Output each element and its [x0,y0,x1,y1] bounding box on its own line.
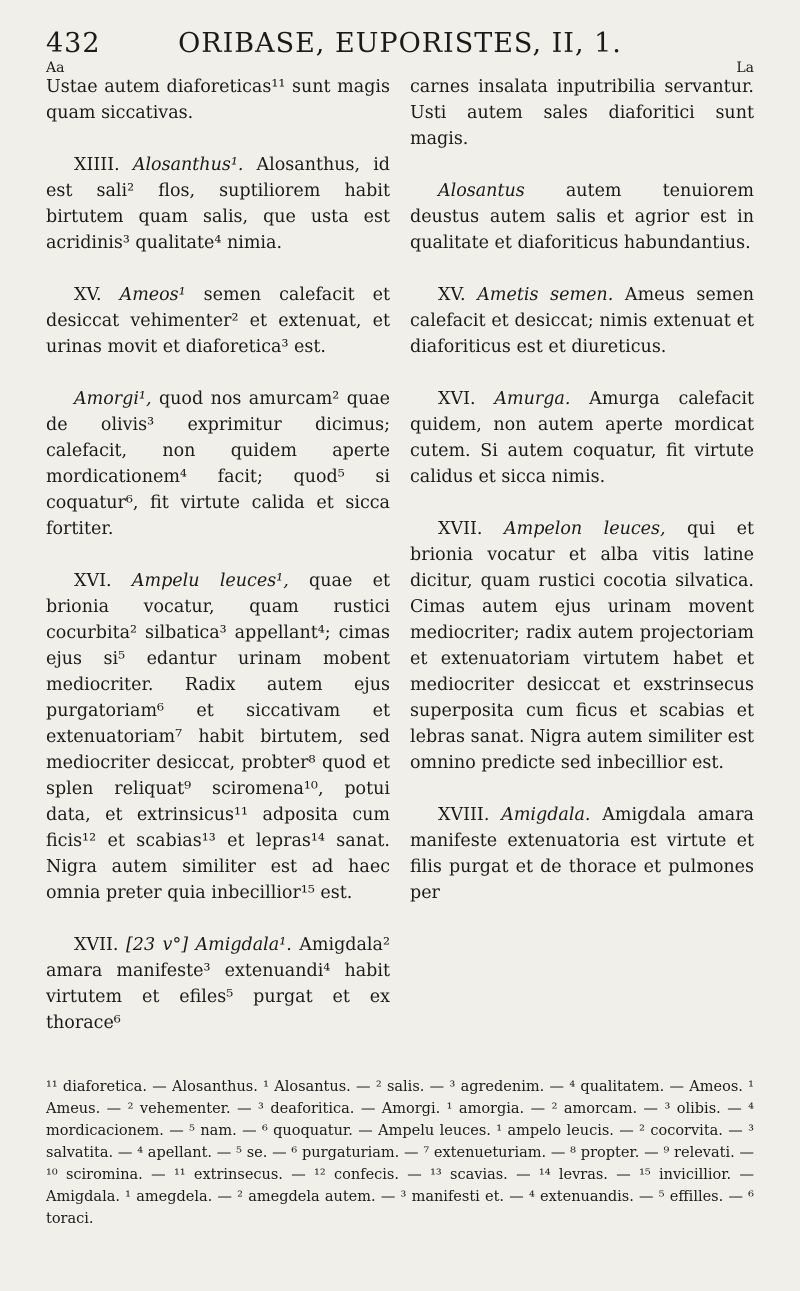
section-number: XVIII. [438,805,490,825]
siglum-right: La [736,60,754,76]
section-number: XIIII. [74,155,120,175]
section-paragraph [46,932,390,1036]
entry-text: Amigdala amara manifeste extenuatoria est virtute et filis purgat et de thorace et pulmones per [410,805,754,903]
running-header [46,28,754,62]
entry-text: qui et brionia vocatur et alba vitis latine dicitur, quam rustici cocotia silvatica. Cimas autem ejus urinam movent mediocriter; radix autem projectoriam et extenuatoriam virtutem habet et mediocriter desiccat et exstrinsecus superposita cum ficus et scabias et lebras sanat. Nigra autem similiter est omnino predicte sed inbecillior est. [410,519,754,773]
entry-text: quae et brionia vocatur, quam rustici cocurbita² silbatica³ appellant⁴; cimas ejus si⁵ edantur urinam mobent mediocriter. Radix autem ejus purgatoriam⁶ et siccativam et extenuatoriam⁷ habit birtutem, sed mediocriter desiccat, probter⁸ quod et splen reliquat⁹ sciromena¹⁰, potui data, et extrinsicus¹¹ adposita cum ficis¹² et scabias¹³ et lepras¹⁴ sanat. Nigra autem similiter est ad haec omnia preter quia inbecillior¹⁵ est. [46,571,390,903]
section-paragraph [46,152,390,256]
entry-heading: Amurga. [494,389,571,409]
entry-heading: Amorgi¹, [74,389,152,409]
section-number: XVI. [74,571,112,591]
section-paragraph [46,386,390,542]
section-paragraph [410,282,754,360]
running-title: ORIBASE, EUPORISTES, II, 1. [178,28,622,59]
text-paragraph [46,74,390,126]
section-number: XV. [74,285,102,305]
entry-text: autem tenuiorem deustus autem salis et agrior est in qualitate et diaforiticus habundantius. [410,181,754,253]
entry-text: Alosanthus, id est sali² flos, suptiliorem habit birtutem quam salis, que usta est acridinis³ qualitate⁴ nimia. [46,155,390,253]
section-paragraph [410,386,754,490]
footnote-text: ¹¹ diaforetica. — Alosanthus. ¹ Alosantus. — ² salis. — ³ agredenim. — ⁴ qualitatem. — Ameos. ¹ Ameus. — ² vehementer. — ³ deaforitica. — Amorgi. ¹ amorgia. — ² amorcam. — ³ olibis. — ⁴ mordicacionem. — ⁵ nam. — ⁶ quoquatur. — Ampelu leuces. ¹ ampelo leucis. — ² cocorvita. — ³ salvatita. — ⁴ apellant. — ⁵ se. — ⁶ purgaturiam. — ⁷ extenueturiam. — ⁸ propter. — ⁹ relevati. — ¹⁰ sciromina. — ¹¹ extrinsecus. — ¹² confecis. — ¹³ scavias. — ¹⁴ levras. — ¹⁵ invicillior. — Amigdala. ¹ amegdela. — ² amegdela autem. — ³ manifesti et. — ⁴ extenuandis. — ⁵ effilles. — ⁶ toraci. [46,1079,754,1227]
section-paragraph [410,802,754,906]
section-number: XVII. [438,519,483,539]
entry-heading: Ameos¹ [119,285,186,305]
entry-heading: Ametis semen. [477,285,614,305]
entry-heading: [23 v°] Amigdala¹. [125,935,292,955]
section-paragraph [46,568,390,906]
entry-text: Amurga calefacit quidem, non autem aperte mordicat cutem. Si autem coquatur, fit virtute calidus et sicca nimis. [410,389,754,487]
entry-text: semen calefacit et desiccat vehimenter² et extenuat, et urinas movit et diaforetica³ est. [46,285,390,357]
section-paragraph [410,516,754,776]
text-paragraph [410,74,754,152]
entry-heading: Ampelon leuces, [503,519,666,539]
entry-text: Ameus semen calefacit et desiccat; nimis extenuat et diaforiticus est et diureticus. [410,285,754,357]
left-column [46,74,390,1062]
siglum-left: Aa [46,60,65,76]
section-paragraph [410,178,754,256]
right-column [410,74,754,932]
entry-text: Amigdala² amara manifeste³ extenuandi⁴ habit virtutem et efiles⁵ purgat et ex thorace⁶ [46,935,390,1033]
page-number: 432 [46,28,101,59]
entry-text: Ustae autem diaforeticas¹¹ sunt magis quam siccativas. [46,77,390,123]
section-paragraph [46,282,390,360]
entry-heading: Alosanthus¹. [132,155,244,175]
entry-text: quod nos amurcam² quae de olivis³ exprimitur dicimus; calefacit, non quidem aperte mordicationem⁴ facit; quod⁵ si coquatur⁶, fit virtute calida et sicca fortiter. [46,389,390,539]
entry-heading: Ampelu leuces¹, [131,571,289,591]
footnotes [46,1076,754,1230]
section-number: XVII. [74,935,119,955]
section-number: XVI. [438,389,476,409]
entry-heading: Alosantus [438,181,525,201]
entry-heading: Amigdala. [501,805,591,825]
entry-text: carnes insalata inputribilia servantur. Usti autem sales diaforitici sunt magis. [410,77,754,149]
section-number: XV. [438,285,466,305]
